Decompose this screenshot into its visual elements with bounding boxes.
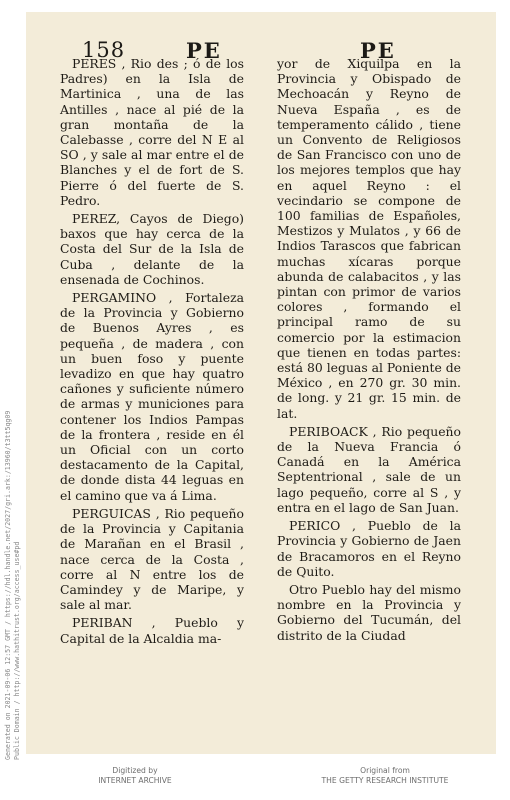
entry-periban-start: PERIBAN , Pueblo y Capital de la Alcaldia ma- [60, 615, 244, 646]
source-credit [300, 766, 470, 786]
getty-institute-label: THE GETTY RESEARCH INSTITUTE [321, 776, 449, 785]
entry-pergamino: PERGAMINO , Fortaleza de la Provincia y Gobierno de Buenos Ayres , es pequeña , de madera , con un buen foso y puente levadizo en que hay quatro cañones y suficiente número de armas y municiones para contener los Indios Pampas de la frontera , reside en él un Oficial con un corto destacamento de la Capital, de donde dista 44 leguas en el camino que va á Lima. [60, 290, 244, 503]
side-watermark [4, 280, 26, 760]
entry-periboack: PERIBOACK , Rio pequeño de la Nueva Francia ó Canadá en la América Septentrional , sale de un lago pequeño, corre al S , y entra en el lago de San Juan. [277, 423, 461, 515]
entry-peres: PERES , Rio des ; ó de los Padres) en la Isla de Martinica , una de las Antilles , nace al pié de la gran montaña de la Calebasse , corre del N E al SO , y sale al mar entre el de Blanches y el de fort de S. Pierre ó del fuerte de S. Pedro. [60, 56, 244, 208]
entry-perez: PEREZ, Cayos de Diego) baxos que hay cerca de la Costa del Sur de la Isla de Cuba , delante de la ensenada de Cochinos. [60, 211, 244, 287]
right-running-head: PE [360, 38, 396, 63]
original-from-label: Original from [360, 766, 410, 775]
watermark-line-license: Public Domain / http://www.hathitrust.org/access_use#pd [13, 541, 21, 760]
page-number: 158 [82, 38, 126, 62]
entry-perico: PERICO , Pueblo de la Provincia y Gobierno de Jaen de Bracamoros en el Reyno de Quito. [277, 518, 461, 579]
right-column [277, 56, 461, 646]
entry-periban-continued: yor de Xiquilpa en la Provincia y Obispado de Mechoacán y Reyno de Nueva España , es de temperamento cálido , tiene un Convento de Religiosos de San Francisco con uno de los mejores templos que hay en aquel Reyno : el vecindario se compone de 100 familias de Españoles, Mestizos y Mulatos , y 66 de Indios Tarascos que fabrican muchas xícaras porque abunda de calabacitos , y las pintan con primor de varios colores , formando el principal ramo de su comercio por la estimacion que tienen en todas partes: está 80 leguas al Poniente de México , en 270 gr. 30 min. de long. y 21 gr. 15 min. de lat. [277, 56, 461, 421]
left-running-head: PE [186, 38, 222, 63]
watermark-line-generated: Generated on 2021-09-06 12:57 GMT / https://hdl.handle.net/2027/gri.ark:/13960/t3tt5qg09 [4, 410, 12, 760]
digitizer-credit [60, 766, 210, 786]
left-column [60, 56, 244, 649]
digitized-by-label: Digitized by [112, 766, 158, 775]
entry-perguicas: PERGUICAS , Rio pequeño de la Provincia y Capitania de Marañan en el Brasil , nace cerca de la Costa , corre al N entre los de Camindey y de Maripe, y sale al mar. [60, 505, 244, 613]
entry-perico-other: Otro Pueblo hay del mismo nombre en la Provincia y Gobierno del Tucumán, del distrito de la Ciudad [277, 581, 461, 643]
internet-archive-label: INTERNET ARCHIVE [98, 776, 172, 785]
